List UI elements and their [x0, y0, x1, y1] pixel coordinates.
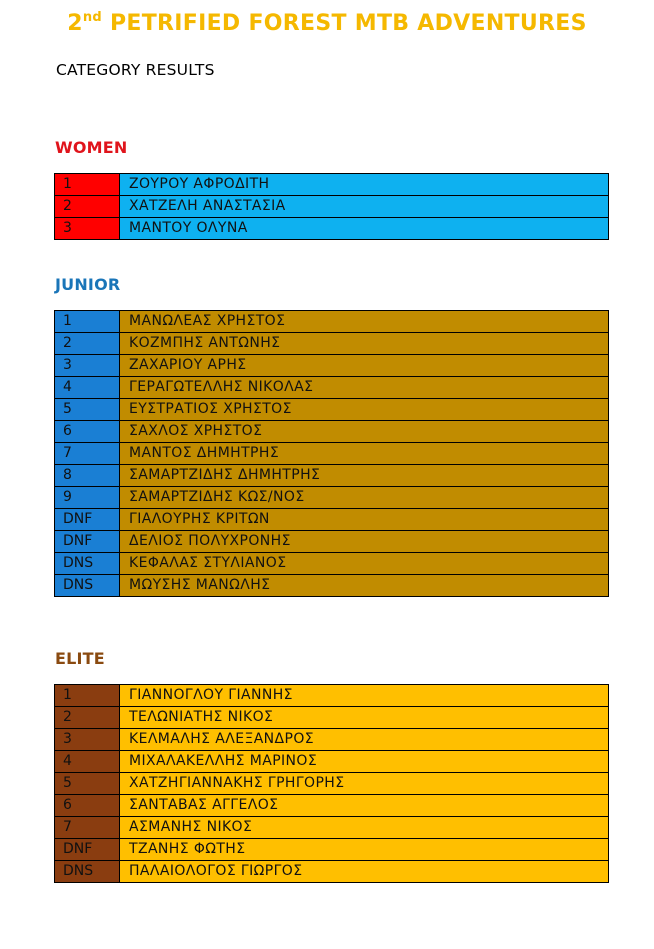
table-row: [55, 575, 609, 597]
rider-name-cell: ΧΑΤΖΕΛΗ ΑΝΑΣΤΑΣΙΑ: [120, 196, 609, 218]
rider-name-cell: ΔΕΛΙΟΣ ΠΟΛΥΧΡΟΝΗΣ: [120, 531, 609, 553]
rider-name-cell: ΜΑΝΤΟΥ ΟΛΥΝΑ: [120, 218, 609, 240]
rider-name-cell: ΤΕΛΩΝΙΑΤΗΣ ΝΙΚΟΣ: [120, 707, 609, 729]
table-row: [55, 465, 609, 487]
table-row: [55, 685, 609, 707]
table-row: [55, 531, 609, 553]
table-row: [55, 196, 609, 218]
title-ordinal-number: 2: [67, 11, 83, 36]
rank-cell: 4: [55, 751, 120, 773]
rider-name-cell: ΜΩΥΣΗΣ ΜΑΝΩΛΗΣ: [120, 575, 609, 597]
rider-name-cell: ΖΑΧΑΡΙΟΥ ΑΡΗΣ: [120, 355, 609, 377]
rank-cell: 8: [55, 465, 120, 487]
rank-cell: 9: [55, 487, 120, 509]
results-table-women: [54, 173, 609, 240]
rank-cell: DNF: [55, 509, 120, 531]
table-row: [55, 399, 609, 421]
table-row: [55, 861, 609, 883]
rider-name-cell: ΣΑΝΤΑΒΑΣ ΑΓΓΕΛΟΣ: [120, 795, 609, 817]
rank-cell: DNS: [55, 575, 120, 597]
rank-cell: 1: [55, 174, 120, 196]
rider-name-cell: ΜΙΧΑΛΑΚΕΛΛΗΣ ΜΑΡΙΝΟΣ: [120, 751, 609, 773]
rider-name-cell: ΓΙΑΝΝΟΓΛΟΥ ΓΙΑΝΝΗΣ: [120, 685, 609, 707]
rank-cell: 2: [55, 333, 120, 355]
rank-cell: 2: [55, 707, 120, 729]
rank-cell: 3: [55, 729, 120, 751]
table-row: [55, 174, 609, 196]
rider-name-cell: ΚΟΖΜΠΗΣ ΑΝΤΩΝΗΣ: [120, 333, 609, 355]
results-table-body: [55, 685, 609, 883]
rank-cell: 7: [55, 817, 120, 839]
table-row: [55, 773, 609, 795]
table-row: [55, 509, 609, 531]
table-row: [55, 443, 609, 465]
rank-cell: DNS: [55, 861, 120, 883]
rank-cell: 6: [55, 795, 120, 817]
rider-name-cell: ΖΟΥΡΟΥ ΑΦΡΟΔΙΤΗ: [120, 174, 609, 196]
rider-name-cell: ΓΙΑΛΟΥΡΗΣ ΚΡΙΤΩΝ: [120, 509, 609, 531]
rank-cell: 1: [55, 311, 120, 333]
results-table-body: [55, 311, 609, 597]
category-heading-junior: JUNIOR: [55, 275, 121, 294]
category-heading-women: WOMEN: [55, 138, 128, 157]
rider-name-cell: ΠΑΛΑΙΟΛΟΓΟΣ ΓΙΩΡΓΟΣ: [120, 861, 609, 883]
rider-name-cell: ΣΑΜΑΡΤΖΙΔΗΣ ΚΩΣ/ΝΟΣ: [120, 487, 609, 509]
rider-name-cell: ΚΕΛΜΑΛΗΣ ΑΛΕΞΑΝΔΡΟΣ: [120, 729, 609, 751]
table-row: [55, 218, 609, 240]
rider-name-cell: ΓΕΡΑΓΩΤΕΛΛΗΣ ΝΙΚΟΛΑΣ: [120, 377, 609, 399]
rank-cell: 2: [55, 196, 120, 218]
rank-cell: 3: [55, 218, 120, 240]
table-row: [55, 377, 609, 399]
table-row: [55, 311, 609, 333]
table-row: [55, 839, 609, 861]
title-ordinal-suffix: nd: [82, 10, 103, 25]
rank-cell: 5: [55, 773, 120, 795]
table-row: [55, 751, 609, 773]
rider-name-cell: ΕΥΣΤΡΑΤΙΟΣ ΧΡΗΣΤΟΣ: [120, 399, 609, 421]
category-heading-elite: ELITE: [55, 649, 105, 668]
results-table-body: [55, 174, 609, 240]
rank-cell: 5: [55, 399, 120, 421]
table-row: [55, 487, 609, 509]
rank-cell: DNS: [55, 553, 120, 575]
rank-cell: 3: [55, 355, 120, 377]
title-event-name: PETRIFIED FOREST MTB ADVENTURES: [110, 11, 587, 36]
rank-cell: 4: [55, 377, 120, 399]
rank-cell: DNF: [55, 531, 120, 553]
rider-name-cell: ΜΑΝΩΛΕΑΣ ΧΡΗΣΤΟΣ: [120, 311, 609, 333]
results-table-elite: [54, 684, 609, 883]
rider-name-cell: ΤΖΑΝΗΣ ΦΩΤΗΣ: [120, 839, 609, 861]
table-row: [55, 553, 609, 575]
table-row: [55, 817, 609, 839]
rider-name-cell: ΧΑΤΖΗΓΙΑΝΝΑΚΗΣ ΓΡΗΓΟΡΗΣ: [120, 773, 609, 795]
table-row: [55, 355, 609, 377]
results-table-junior: [54, 310, 609, 597]
rank-cell: 7: [55, 443, 120, 465]
table-row: [55, 795, 609, 817]
table-row: [55, 707, 609, 729]
document-subtitle: CATEGORY RESULTS: [56, 61, 215, 79]
rider-name-cell: ΚΕΦΑΛΑΣ ΣΤΥΛΙΑΝΟΣ: [120, 553, 609, 575]
table-row: [55, 729, 609, 751]
rider-name-cell: ΑΣΜΑΝΗΣ ΝΙΚΟΣ: [120, 817, 609, 839]
table-row: [55, 333, 609, 355]
rider-name-cell: ΣΑΜΑΡΤΖΙΔΗΣ ΔΗΜΗΤΡΗΣ: [120, 465, 609, 487]
rank-cell: DNF: [55, 839, 120, 861]
rider-name-cell: ΜΑΝΤΟΣ ΔΗΜΗΤΡΗΣ: [120, 443, 609, 465]
table-row: [55, 421, 609, 443]
document-title: [0, 10, 654, 36]
rank-cell: 6: [55, 421, 120, 443]
rank-cell: 1: [55, 685, 120, 707]
rider-name-cell: ΣΑΧΛΟΣ ΧΡΗΣΤΟΣ: [120, 421, 609, 443]
